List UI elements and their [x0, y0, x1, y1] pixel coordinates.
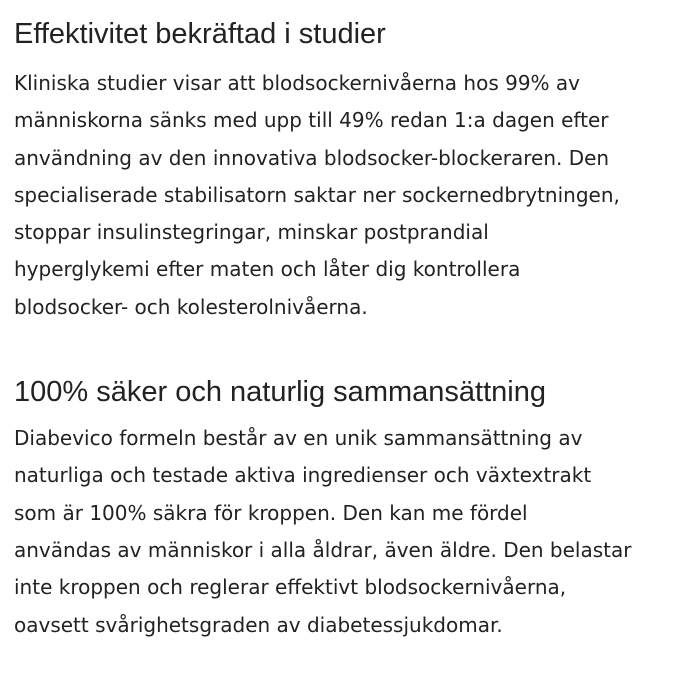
paragraph-line: oavsett svårighetsgraden av diabetessjukdomar. — [14, 612, 503, 637]
paragraph-line: naturliga och testade aktiva ingredienser och växtextrakt — [14, 463, 592, 488]
paragraph-line: användas av människor i alla åldrar, även äldre. Den belastar — [14, 537, 632, 562]
section-heading: 100% säker och naturlig sammansättning — [14, 376, 546, 409]
paragraph-line: som är 100% säkra för kroppen. Den kan me fördel — [14, 500, 528, 525]
paragraph-line: Kliniska studier visar att blodsockernivåerna hos 99% av — [14, 71, 581, 95]
section-safety — [14, 372, 700, 644]
paragraph-line: användning av den innovativa blodsocker-blockeraren. Den — [14, 145, 610, 170]
paragraph-line: stoppar insulinstegringar, minskar postprandial — [14, 220, 489, 245]
paragraph-line: människorna sänks med upp till 49% redan 1:a dagen efter — [14, 108, 609, 133]
paragraph-line: blodsocker- och kolesterolnivåerna. — [14, 294, 368, 319]
paragraph-line: inte kroppen och reglerar effektivt blodsockernivåerna, — [14, 575, 567, 600]
section-paragraph — [14, 420, 700, 644]
section-paragraph — [14, 65, 700, 326]
paragraph-line: Diabevico formeln består av en unik sammansättning av — [14, 426, 583, 451]
paragraph-line: hyperglykemi efter maten och låter dig kontrollera — [14, 257, 521, 282]
paragraph-line: specialiserade stabilisatorn saktar ner sockernedbrytningen, — [14, 182, 620, 207]
section-heading: Effektivitet bekräftad i studier — [14, 18, 386, 50]
section-effectiveness — [14, 14, 700, 326]
